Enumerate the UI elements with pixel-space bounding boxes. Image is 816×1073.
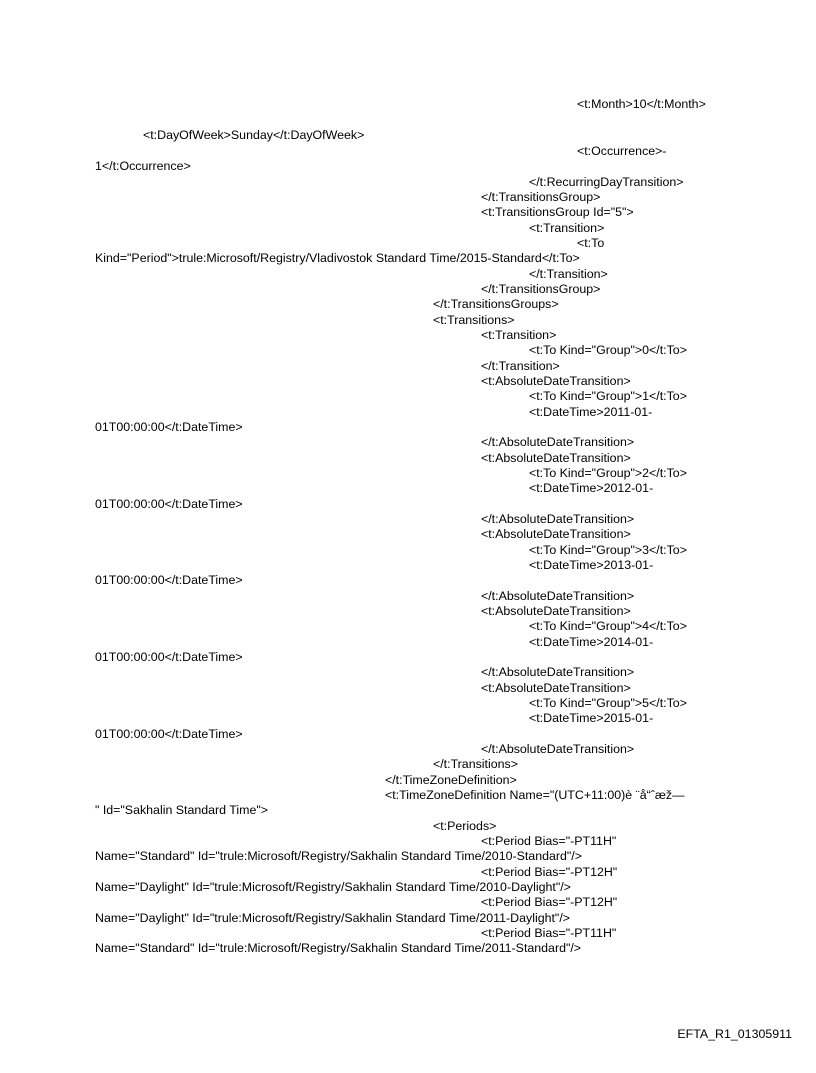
xml-line: <t:Month>10</t:Month>	[577, 97, 706, 111]
xml-line: </t:AbsoluteDateTransition>	[481, 512, 635, 526]
xml-line: <t:Periods>	[433, 819, 497, 833]
xml-line: </t:TransitionsGroups>	[433, 297, 559, 311]
xml-line: 01T00:00:00</t:DateTime>	[95, 420, 243, 434]
xml-line: <t:DateTime>2012-01-	[529, 481, 654, 495]
xml-line: <t:To Kind="Group">0</t:To>	[529, 343, 687, 357]
xml-line: <t:To	[577, 236, 605, 250]
xml-line: <t:AbsoluteDateTransition>	[481, 527, 631, 541]
xml-line: " Id="Sakhalin Standard Time">	[95, 803, 268, 817]
xml-line: <t:Period Bias="-PT12H"	[481, 865, 618, 879]
xml-line: <t:Period Bias="-PT11H"	[481, 834, 617, 848]
xml-line: 01T00:00:00</t:DateTime>	[95, 727, 243, 741]
xml-line: 01T00:00:00</t:DateTime>	[95, 573, 243, 587]
xml-line: </t:Transitions>	[433, 757, 518, 771]
xml-line: 1</t:Occurrence>	[95, 159, 191, 173]
xml-line: <t:To Kind="Group">3</t:To>	[529, 543, 687, 557]
xml-line: </t:AbsoluteDateTransition>	[481, 435, 635, 449]
xml-line: <t:DateTime>2015-01-	[529, 711, 654, 725]
xml-line: </t:Transition>	[481, 359, 560, 373]
xml-line: </t:Transition>	[529, 267, 608, 281]
xml-line: Name="Daylight" Id="trule:Microsoft/Registry/Sakhalin Standard Time/2010-Daylight"/>	[95, 880, 571, 894]
xml-line: <t:Transitions>	[433, 313, 515, 327]
xml-line: Name="Standard" Id="trule:Microsoft/Registry/Sakhalin Standard Time/2010-Standard"/>	[95, 849, 582, 863]
xml-line: <t:To Kind="Group">1</t:To>	[529, 389, 687, 403]
xml-line: </t:TimeZoneDefinition>	[385, 773, 517, 787]
xml-line: <t:TransitionsGroup Id="5">	[481, 205, 634, 219]
xml-line: 01T00:00:00</t:DateTime>	[95, 650, 243, 664]
xml-line: Name="Standard" Id="trule:Microsoft/Registry/Sakhalin Standard Time/2011-Standard"/>	[95, 941, 582, 955]
xml-line: <t:Transition>	[529, 221, 605, 235]
xml-line: Kind="Period">trule:Microsoft/Registry/Vladivostok Standard Time/2015-Standard</t:To>	[95, 251, 580, 265]
xml-line: </t:AbsoluteDateTransition>	[481, 665, 635, 679]
xml-line: <t:Transition>	[481, 328, 557, 342]
xml-line: </t:AbsoluteDateTransition>	[481, 742, 635, 756]
xml-line: Name="Daylight" Id="trule:Microsoft/Registry/Sakhalin Standard Time/2011-Daylight"/>	[95, 911, 570, 925]
xml-line: <t:To Kind="Group">4</t:To>	[529, 619, 687, 633]
xml-line: <t:DateTime>2013-01-	[529, 558, 654, 572]
xml-line: </t:RecurringDayTransition>	[529, 175, 684, 189]
xml-line: <t:Period Bias="-PT11H"	[481, 926, 617, 940]
xml-line: <t:To Kind="Group">2</t:To>	[529, 466, 687, 480]
xml-line: <t:To Kind="Group">5</t:To>	[529, 696, 687, 710]
xml-line: </t:AbsoluteDateTransition>	[481, 589, 635, 603]
xml-line: <t:DayOfWeek>Sunday</t:DayOfWeek>	[143, 128, 365, 142]
xml-line: <t:Occurrence>-	[577, 144, 667, 158]
xml-line: <t:AbsoluteDateTransition>	[481, 451, 631, 465]
xml-line: <t:AbsoluteDateTransition>	[481, 604, 631, 618]
xml-line: <t:AbsoluteDateTransition>	[481, 681, 631, 695]
xml-line: <t:DateTime>2014-01-	[529, 635, 654, 649]
xml-line: <t:DateTime>2011-01-	[529, 405, 653, 419]
xml-line: </t:TransitionsGroup>	[481, 190, 601, 204]
xml-line: </t:TransitionsGroup>	[481, 282, 601, 296]
xml-line: <t:Period Bias="-PT12H"	[481, 895, 618, 909]
xml-line: <t:AbsoluteDateTransition>	[481, 374, 631, 388]
xml-line: <t:TimeZoneDefinition Name="(UTC+11:00)è ¨å“ˆæž—	[385, 788, 685, 802]
xml-line: 01T00:00:00</t:DateTime>	[95, 497, 243, 511]
document-id-footer: EFTA_R1_01305911	[677, 1027, 792, 1041]
